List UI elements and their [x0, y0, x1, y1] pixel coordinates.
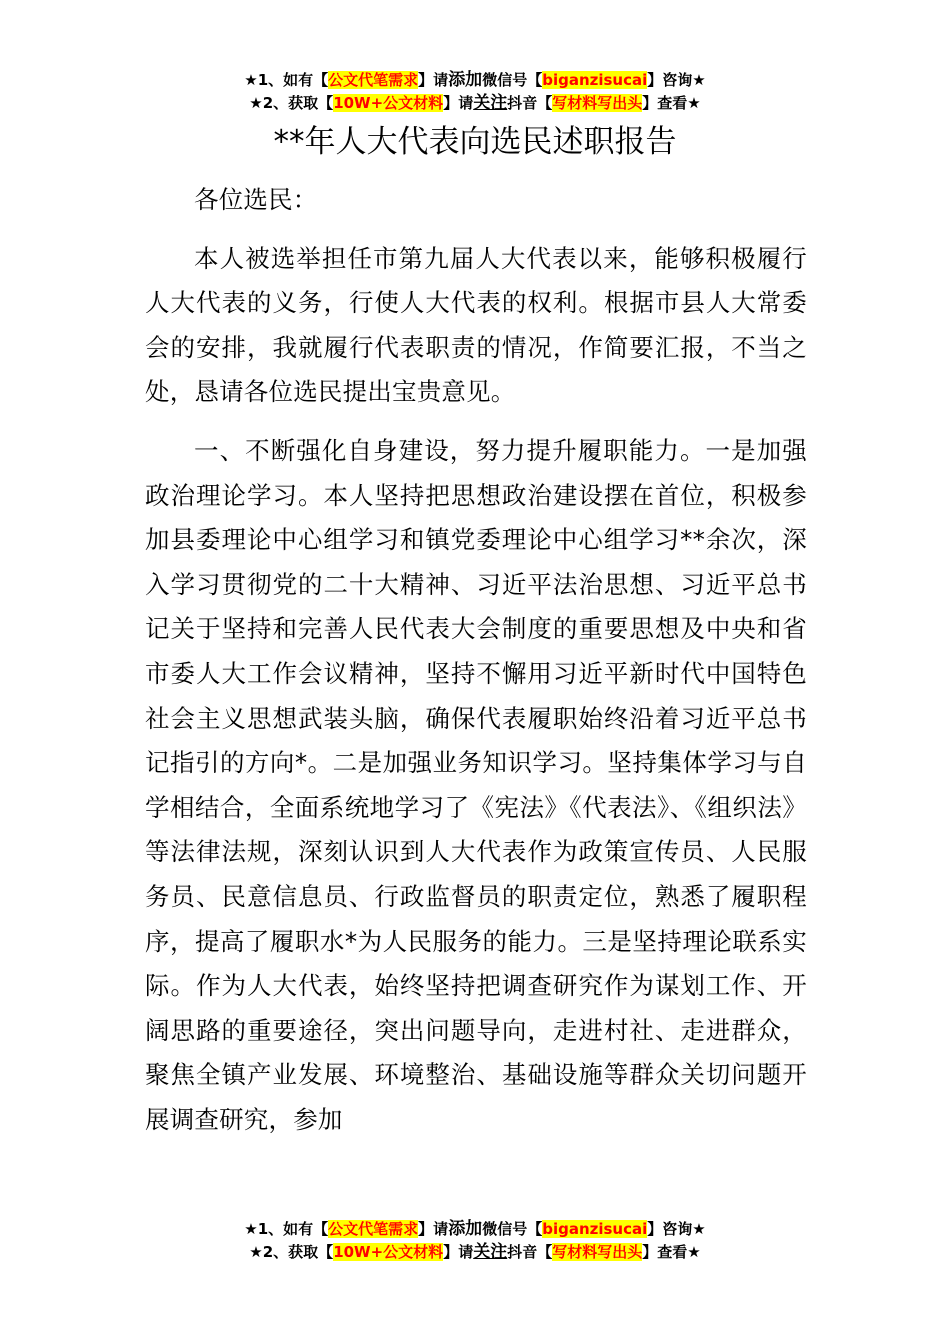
ad-line-2: [0, 1241, 950, 1264]
ad-text: 抖音【: [507, 94, 553, 112]
ad-text: 】请: [443, 94, 474, 112]
salutation: 各位选民：: [194, 185, 318, 214]
ad-text: ★1、如有【: [244, 1220, 329, 1238]
ad-line-2: [0, 92, 950, 115]
ad-text: 】请: [443, 1243, 474, 1261]
ad-emphasis: 添加: [448, 1219, 483, 1239]
paragraph-section-one: 一、不断强化自身建设，努力提升履职能力。一是加强政治理论学习。本人坚持把思想政治建设摆在首位，积极参加县委理论中心组学习和镇党委理论中心组学习**余次，深入学习贯彻党的二十大精神、习近平法治思想、习近平总书记关于坚持和完善人民代表大会制度的重要思想及中央和省市委人大工作会议精神，坚持不懈用习近平新时代中国特色社会主义思想武装头脑，确保代表履职始终沿着习近平总书记指引的方向*。二是加强业务知识学习。坚持集体学习与自学相结合，全面系统地学习了《宪法》《代表法》、《组织法》等法律法规，深刻认识到人大代表作为政策宣传员、人民服务员、民意信息员、行政监督员的职责定位，熟悉了履职程序，提高了履职水*为人民服务的能力。三是坚持理论联系实际。作为人大代表，始终坚持把调查研究作为谋划工作、开阔思路的重要途径，突出问题导向，走进村社、走进群众，聚焦全镇产业发展、环境整治、基础设施等群众关切问题开展调查研究，参加: [145, 435, 807, 1134]
ad-text: 微信号【: [482, 71, 543, 89]
ad-text: ★2、获取【: [249, 94, 334, 112]
ad-highlight-wechat: biganzisucai: [542, 71, 648, 89]
ad-highlight-wechat: biganzisucai: [542, 1220, 648, 1238]
ad-text: 】请: [418, 1220, 449, 1238]
ad-highlight: 公文代笔需求: [328, 71, 419, 89]
ad-text: 】请: [418, 71, 449, 89]
document-title: **年人大代表向选民述职报告: [273, 124, 677, 160]
ad-highlight: 公文代笔需求: [328, 1220, 419, 1238]
ad-text: 】咨询★: [647, 71, 706, 89]
ad-highlight: 10W+公文材料: [333, 94, 444, 112]
ad-line-1: [0, 69, 950, 92]
ad-highlight-douyin: 写材料写出头: [552, 1243, 643, 1261]
ad-text: ★2、获取【: [249, 1243, 334, 1261]
ad-text: 】查看★: [642, 94, 701, 112]
ad-emphasis: 关注: [473, 93, 508, 113]
ad-text: ★1、如有【: [244, 71, 329, 89]
ad-text: 抖音【: [507, 1243, 553, 1261]
paragraph-intro: 本人被选举担任市第九届人大代表以来，能够积极履行人大代表的义务，行使人大代表的权利。根据市县人大常委会的安排，我就履行代表职责的情况，作简要汇报，不当之处，恳请各位选民提出宝贵意见。: [145, 243, 807, 407]
ad-text: 微信号【: [482, 1220, 543, 1238]
header-ad-banner: [0, 69, 950, 115]
ad-emphasis: 添加: [448, 70, 483, 90]
footer-ad-banner: [0, 1218, 950, 1264]
document-body: [145, 178, 807, 1142]
ad-text: 】查看★: [642, 1243, 701, 1261]
ad-highlight-douyin: 写材料写出头: [552, 94, 643, 112]
ad-highlight: 10W+公文材料: [333, 1243, 444, 1261]
ad-text: 】咨询★: [647, 1220, 706, 1238]
ad-line-1: [0, 1218, 950, 1241]
ad-emphasis: 关注: [473, 1242, 508, 1262]
